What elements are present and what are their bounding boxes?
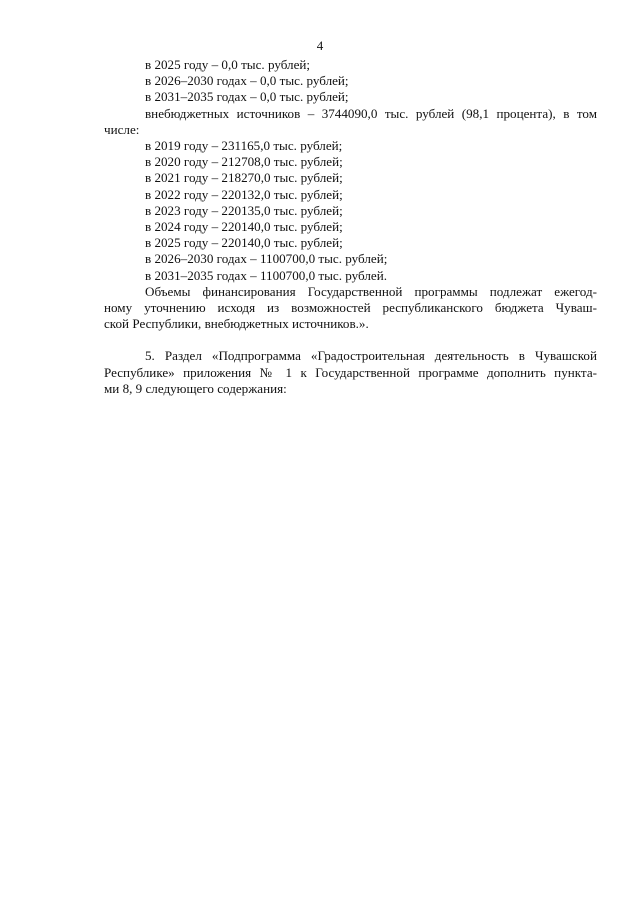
list-item: в 2025 году – 220140,0 тыс. рублей;	[145, 235, 343, 251]
extra-budget-continuation: числе:	[104, 121, 140, 137]
list-item: в 2019 году – 231165,0 тыс. рублей;	[145, 138, 343, 154]
list-item: в 2021 году – 218270,0 тыс. рублей;	[145, 170, 343, 186]
list-item: в 2024 году – 220140,0 тыс. рублей;	[145, 219, 343, 235]
page-number: 4	[316, 38, 324, 53]
list-item: в 2031–2035 годах – 1100700,0 тыс. рублей.	[145, 267, 388, 283]
list-item: в 2022 году – 220132,0 тыс. рублей;	[145, 186, 343, 202]
list-item: в 2026–2030 годах – 0,0 тыс. рублей;	[145, 73, 349, 89]
financing-paragraph-line: Объемы финансирования Государственной программы подлежат ежегод-	[145, 283, 597, 299]
financing-paragraph-line: ской Республики, внебюджетных источников.».	[104, 316, 369, 332]
list-item: в 2025 году – 0,0 тыс. рублей;	[145, 57, 311, 72]
section5-paragraph-line: 5. Раздел «Подпрограмма «Градостроительная деятельность в Чувашской	[145, 348, 597, 364]
extra-budget-line: внебюджетных источников – 3744090,0 тыс. рублей (98,1 процента), в том	[145, 105, 597, 121]
financing-paragraph-line: ному уточнению исходя из возможностей республиканского бюджета Чуваш-	[104, 300, 597, 316]
list-item: в 2031–2035 годах – 0,0 тыс. рублей;	[145, 89, 349, 105]
list-item: в 2023 году – 220135,0 тыс. рублей;	[145, 202, 343, 218]
document-body	[104, 57, 597, 397]
section5-paragraph-line: Республике» приложения № 1 к Государственной программе дополнить пункта-	[104, 364, 597, 380]
section5-paragraph-line: ми 8, 9 следующего содержания:	[104, 380, 287, 396]
paragraph-gap	[104, 332, 597, 348]
list-item: в 2026–2030 годах – 1100700,0 тыс. рублей;	[145, 251, 388, 267]
list-item: в 2020 году – 212708,0 тыс. рублей;	[145, 154, 343, 170]
